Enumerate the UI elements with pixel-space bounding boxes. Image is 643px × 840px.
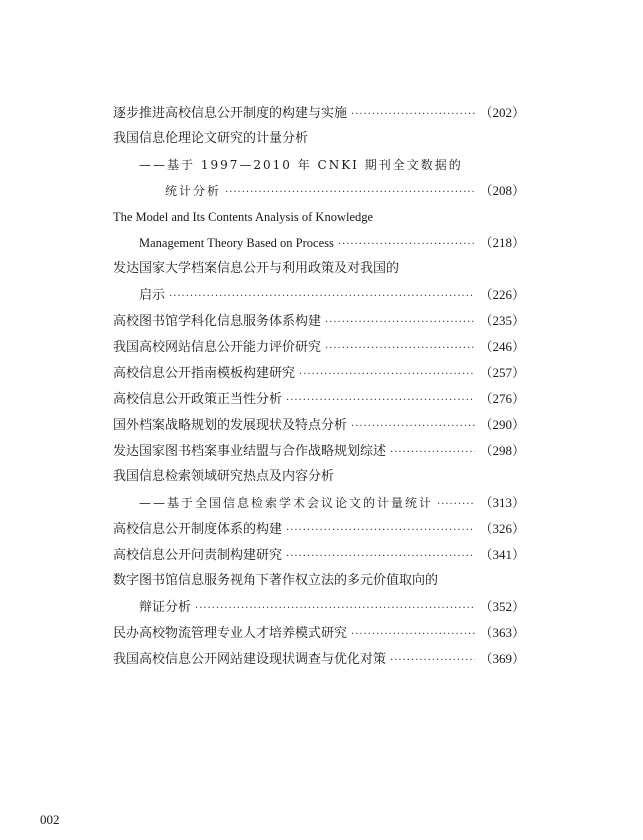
toc-entry-title: 民办高校物流管理专业人才培养模式研究	[113, 626, 348, 641]
leader-dots	[286, 544, 475, 570]
toc-entry-page: （257）	[479, 365, 525, 380]
toc-entry-page: （276）	[479, 391, 525, 406]
toc-entry-title: 高校信息公开问责制构建研究	[113, 548, 283, 563]
leader-dots	[286, 518, 475, 544]
toc-entry-title: 高校图书馆学科化信息服务体系构建	[113, 314, 322, 329]
toc-entry-title: 我国高校网站信息公开能力评价研究	[113, 340, 322, 355]
leader-dots	[195, 596, 475, 622]
toc-entry	[113, 568, 525, 594]
toc-entry-page: （326）	[479, 521, 525, 536]
toc-entry-title: 逐步推进高校信息公开制度的构建与实施	[113, 106, 348, 121]
toc-entry	[113, 308, 525, 334]
leader-dots	[390, 648, 475, 674]
toc-entry-title: 辩证分析	[139, 600, 192, 615]
toc-entry-page: （246）	[479, 339, 525, 354]
toc-entry-continuation	[113, 282, 525, 308]
leader-dots	[437, 492, 475, 518]
leader-dots	[338, 232, 476, 258]
toc-entry-title: 我国信息伦理论文研究的计量分析	[113, 131, 309, 146]
toc-entry	[113, 204, 525, 230]
toc-entry	[113, 464, 525, 490]
toc-entry-page: （363）	[479, 625, 525, 640]
leader-dots	[299, 362, 475, 388]
toc-entry	[113, 100, 525, 126]
toc-entry-continuation	[113, 178, 525, 204]
toc-entry	[113, 620, 525, 646]
toc-entry-continuation	[113, 594, 525, 620]
leader-dots	[351, 414, 475, 440]
toc-entry	[113, 386, 525, 412]
leader-dots	[390, 440, 475, 466]
toc-entry-title: 发达国家图书档案事业结盟与合作战略规划综述	[113, 444, 387, 459]
toc-entry-subtitle	[113, 490, 525, 516]
toc-entry	[113, 542, 525, 568]
toc-entry	[113, 334, 525, 360]
toc-entry-page: （369）	[479, 651, 525, 666]
toc-entry-title: 我国高校信息公开网站建设现状调查与优化对策	[113, 652, 387, 667]
toc-entry-page: （352）	[479, 599, 525, 614]
page-number: 002	[40, 812, 60, 827]
leader-dots	[225, 180, 475, 206]
toc-entry-page: （226）	[479, 287, 525, 302]
toc-entry-page: （290）	[479, 417, 525, 432]
toc-entry-title: Management Theory Based on Process	[139, 236, 334, 250]
toc-entry-page: （202）	[479, 105, 525, 120]
toc-entry-title: 我国信息检索领域研究热点及内容分析	[113, 469, 335, 484]
toc-entry	[113, 646, 525, 672]
toc-entry-title: 高校信息公开指南模板构建研究	[113, 366, 296, 381]
toc-entry-page: （298）	[479, 443, 525, 458]
toc-entry-title: 高校信息公开制度体系的构建	[113, 522, 283, 537]
leader-dots	[351, 102, 475, 128]
toc-entry-page: （341）	[479, 547, 525, 562]
toc-entry-title: ——基于全国信息检索学术会议论文的计量统计	[139, 496, 434, 510]
toc-entry-page: （313）	[479, 495, 525, 510]
toc-entry	[113, 516, 525, 542]
toc-entry-title: 统计分析	[165, 184, 222, 198]
toc-entry-title: 数字图书馆信息服务视角下著作权立法的多元价值取向的	[113, 573, 439, 588]
toc-entry-title: 国外档案战略规划的发展现状及特点分析	[113, 418, 348, 433]
toc-entry-title: The Model and Its Contents Analysis of Knowledge	[113, 210, 374, 224]
leader-dots	[169, 284, 475, 310]
toc-entry-title: 启示	[139, 288, 166, 303]
toc-entry	[113, 126, 525, 152]
toc-entry-continuation	[113, 230, 525, 256]
toc-entry	[113, 256, 525, 282]
leader-dots	[286, 388, 475, 414]
toc-entry	[113, 438, 525, 464]
toc-entry	[113, 360, 525, 386]
toc-entry-page: （218）	[479, 235, 525, 250]
toc-entry-page: （208）	[479, 183, 525, 198]
toc-entry-page: （235）	[479, 313, 525, 328]
table-of-contents	[113, 100, 525, 672]
leader-dots	[325, 310, 475, 336]
toc-entry-title: 高校信息公开政策正当性分析	[113, 392, 283, 407]
toc-entry-title: ——基于 1997—2010 年 CNKI 期刊全文数据的	[139, 158, 463, 172]
leader-dots	[351, 622, 475, 648]
toc-entry-title: 发达国家大学档案信息公开与利用政策及对我国的	[113, 261, 400, 276]
toc-entry	[113, 412, 525, 438]
toc-entry-subtitle	[113, 152, 525, 178]
leader-dots	[325, 336, 475, 362]
